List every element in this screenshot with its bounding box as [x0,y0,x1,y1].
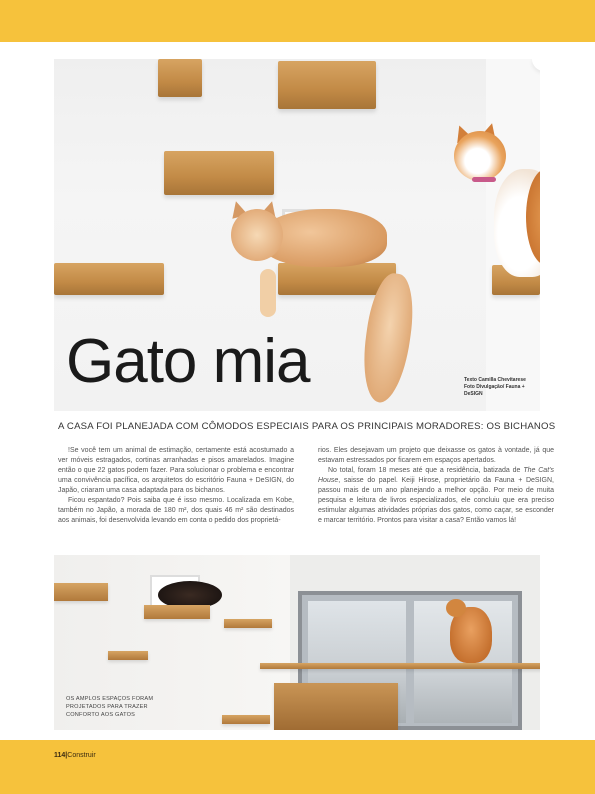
house-name: The Cat's House [318,467,554,484]
cat-shelf [224,619,272,628]
orange-cat-head [446,599,466,617]
credit-photo: Foto Divulgação/ Fauna + DeSIGN [464,384,525,397]
cat-shelf [164,151,274,195]
hero-photo [54,59,540,411]
article-column-1 [58,446,294,526]
maine-coon-paw [260,269,276,317]
caption-line: PROJETADOS PARA TRAZER [66,704,148,710]
article-subtitle: A CASA FOI PLANEJADA COM CÔMODOS ESPECIAIS PARA OS PRINCIPAIS MORADORES: OS BICHANOS [58,421,556,432]
paragraph [318,466,554,526]
article-column-2 [318,446,554,526]
cat-shelf [278,61,376,109]
cat-collar [472,177,496,182]
top-color-band [0,0,595,42]
maine-coon-head [231,209,283,261]
interior-photo [54,555,540,730]
cat-shelf [274,683,398,730]
paragraph: !Se você tem um animal de estimação, certamente está acostumado a ver móveis estragados, cortinas arranhadas e pisos amarelados. Imagine então o que 22 gatos podem fazer. Para solucionar o problema e encontrar uma convivência pacífica, os arquitetos do escritório Fauna + DeSIGN, do Japão, criaram uma casa adaptada para os bichanos. [58,447,294,494]
cat-shelf [54,583,108,601]
paragraph: rios. Eles desejavam um projeto que deixasse os gatos à vontade, já que estavam estressados por ficarem em espaços apertados. [318,447,554,464]
cat-shelf [54,263,164,295]
paragraph: Ficou espantado? Pois saiba que é isso mesmo. Localizada em Kobe, também no Japão, a morada de 180 m², dos quais 46 m² são destinados aos animais, foi desenvolvida levando em conta o pedido dos proprietá- [58,497,294,524]
photo-caption [66,695,153,719]
paragraph-text: No total, foram 18 meses até que a residência, batizada de [328,467,524,474]
cat-shelf [108,651,148,660]
credit-author: Texto Camilla Chevitarese [464,377,526,383]
cat-shelf [222,715,270,724]
article-title: Gato mia [66,327,310,396]
page-folio [54,752,96,759]
magazine-name: Construir [67,752,96,759]
bottom-color-band [0,740,595,794]
photo-credit [464,377,540,398]
cat-walkway [260,663,540,669]
page-number: 114 [54,752,66,759]
cat-shelf [144,605,210,619]
caption-line: OS AMPLOS ESPAÇOS FORAM [66,696,154,702]
folio-separator: | [65,752,68,759]
paragraph-text: , saisse do papel. Keiji Hirose, proprietário da Fauna + DeSIGN, passou mais de um ano planejando a melhor opção. Por meio de muita pesquisa e leitura de livros especializados, ele concluiu que era preciso estimular algumas atividades próprias dos gatos, como caçar, se esconder e marcar território. Prontos para visitar a casa? Então vamos lá! [318,477,554,524]
white-orange-cat-head [454,131,506,181]
cat-shelf [158,59,202,97]
caption-line: CONFORTO AOS GATOS [66,712,136,718]
